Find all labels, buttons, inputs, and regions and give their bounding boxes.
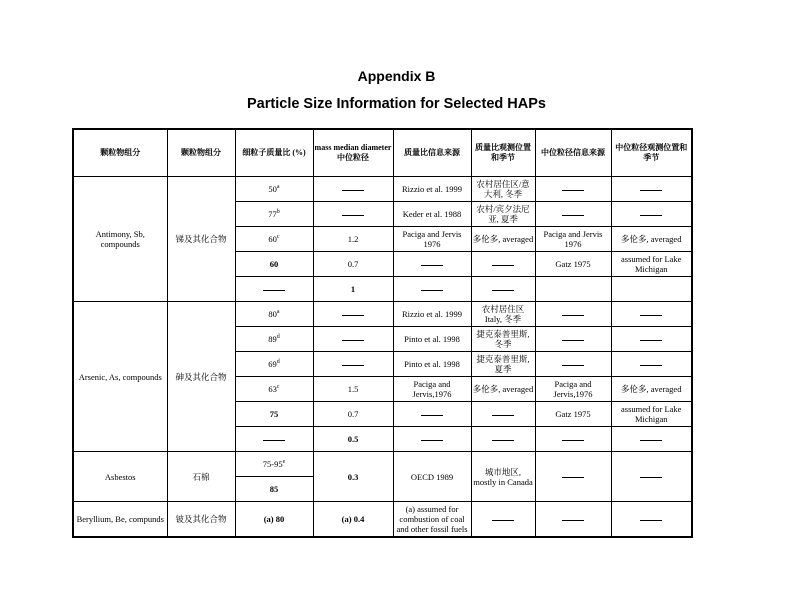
location-cell: 城市地区, mostly in Canada [471, 452, 535, 502]
dash-mark [421, 290, 443, 291]
dash-mark [342, 190, 364, 191]
dash-mark [492, 415, 514, 416]
mmd-location-cell [611, 352, 692, 377]
header-cell: 质量比信息来源 [393, 129, 471, 177]
source-cell: Keder et al. 1988 [393, 202, 471, 227]
dash-mark [342, 215, 364, 216]
source-cell: Rizzio et al. 1999 [393, 302, 471, 327]
dash-mark [562, 440, 584, 441]
source-cell: Pinto et al. 1998 [393, 352, 471, 377]
location-cell: 农村居住区/意大利, 冬季 [471, 177, 535, 202]
mmd-source-cell [535, 427, 611, 452]
mmd-source-cell: Gatz 1975 [535, 252, 611, 277]
source-cell: (a) assumed for combustion of coal and other fossil fuels [393, 502, 471, 538]
fine-fraction-cell: 69$^d$ [235, 352, 313, 377]
mmd-source-cell: Gatz 1975 [535, 402, 611, 427]
dash-mark [421, 265, 443, 266]
mmd-source-cell [535, 202, 611, 227]
dash-mark [263, 440, 285, 441]
header-cell: 颗粒物组分 [73, 129, 167, 177]
source-cell: OECD 1989 [393, 452, 471, 502]
mmd-location-cell: assumed for Lake Michigan [611, 402, 692, 427]
mmd-location-cell [611, 427, 692, 452]
mmd-cell: 1 [313, 277, 393, 302]
dash-mark [640, 215, 662, 216]
header-cell: mass median diameter 中位粒径 [313, 129, 393, 177]
location-cell: 农村/宾夕法尼亚, 夏季 [471, 202, 535, 227]
fine-fraction-cell: 75 [235, 402, 313, 427]
fine-fraction-cell: 80$^a$ [235, 302, 313, 327]
dash-mark [421, 415, 443, 416]
table-row [73, 177, 692, 202]
mmd-location-cell [611, 327, 692, 352]
location-cell [471, 277, 535, 302]
compound-name-en: Asbestos [73, 452, 167, 502]
mmd-cell: 1.2 [313, 227, 393, 252]
fine-fraction-cell: 85 [235, 477, 313, 502]
mmd-source-cell: Paciga and Jervis,1976 [535, 377, 611, 402]
dash-mark [342, 340, 364, 341]
dash-mark [562, 340, 584, 341]
location-cell: 捷克泰普里斯, 冬季 [471, 327, 535, 352]
compound-name-en: Beryllium, Be, compunds [73, 502, 167, 538]
dash-mark [492, 265, 514, 266]
mmd-source-cell [535, 502, 611, 538]
source-cell: Rizzio et al. 1999 [393, 177, 471, 202]
table-row [73, 302, 692, 327]
source-cell: Paciga and Jervis 1976 [393, 227, 471, 252]
location-cell [471, 402, 535, 427]
fine-fraction-cell: 50$^a$ [235, 177, 313, 202]
dash-mark [562, 477, 584, 478]
compound-name-zh: 砷及其化合物 [167, 302, 235, 452]
dash-mark [492, 520, 514, 521]
location-cell [471, 427, 535, 452]
source-cell [393, 402, 471, 427]
dash-mark [492, 440, 514, 441]
header-cell: 颗粒物组分 [167, 129, 235, 177]
source-cell [393, 427, 471, 452]
dash-mark [562, 315, 584, 316]
fine-fraction-cell: (a) 80 [235, 502, 313, 538]
header-cell: 细粒子质量比 (%) [235, 129, 313, 177]
mmd-source-cell: Paciga and Jervis 1976 [535, 227, 611, 252]
source-cell [393, 277, 471, 302]
dash-mark [640, 365, 662, 366]
mmd-cell [313, 302, 393, 327]
mmd-location-cell [611, 202, 692, 227]
dash-mark [640, 477, 662, 478]
mmd-location-cell [611, 277, 692, 302]
mmd-cell [313, 177, 393, 202]
fine-fraction-cell: 77$^b$ [235, 202, 313, 227]
header-row [73, 129, 692, 177]
mmd-cell: 0.7 [313, 402, 393, 427]
compound-name-zh: 锑及其化合物 [167, 177, 235, 302]
dash-mark [640, 190, 662, 191]
mmd-location-cell [611, 177, 692, 202]
table-row [73, 452, 692, 477]
dash-mark [562, 190, 584, 191]
mmd-location-cell: assumed for Lake Michigan [611, 252, 692, 277]
dash-mark [640, 315, 662, 316]
fine-fraction-cell: 60$^c$ [235, 227, 313, 252]
dash-mark [640, 520, 662, 521]
dash-mark [640, 440, 662, 441]
hap-particle-size-table [72, 128, 693, 538]
dash-mark [562, 365, 584, 366]
fine-fraction-cell: 89$^d$ [235, 327, 313, 352]
location-cell: 多伦多, averaged [471, 377, 535, 402]
mmd-cell: 0.3 [313, 452, 393, 502]
compound-name-en: Arsenic, As, compounds [73, 302, 167, 452]
mmd-cell: 0.7 [313, 252, 393, 277]
mmd-cell [313, 202, 393, 227]
dash-mark [263, 290, 285, 291]
header-cell: 质量比观测位置和季节 [471, 129, 535, 177]
source-cell: Pinto et al. 1998 [393, 327, 471, 352]
mmd-location-cell: 多伦多, averaged [611, 227, 692, 252]
mmd-source-cell [535, 452, 611, 502]
mmd-cell: 1.5 [313, 377, 393, 402]
fine-fraction-cell: 75-95e [235, 452, 313, 477]
mmd-source-cell [535, 277, 611, 302]
mmd-cell: (a) 0.4 [313, 502, 393, 538]
mmd-location-cell [611, 502, 692, 538]
dash-mark [640, 340, 662, 341]
compound-name-zh: 石棉 [167, 452, 235, 502]
dash-mark [562, 215, 584, 216]
dash-mark [342, 315, 364, 316]
fine-fraction-cell: 60 [235, 252, 313, 277]
mmd-source-cell [535, 177, 611, 202]
table-row [73, 502, 692, 538]
mmd-source-cell [535, 302, 611, 327]
mmd-source-cell [535, 327, 611, 352]
mmd-source-cell [535, 352, 611, 377]
fine-fraction-cell [235, 277, 313, 302]
header-cell: 中位粒径观测位置和季节 [611, 129, 692, 177]
mmd-location-cell: 多伦多, averaged [611, 377, 692, 402]
dash-mark [421, 440, 443, 441]
fine-fraction-cell: 63$^c$ [235, 377, 313, 402]
appendix-title: Appendix B [357, 68, 436, 84]
compound-name-zh: 铍及其化合物 [167, 502, 235, 538]
source-cell [393, 252, 471, 277]
mmd-cell [313, 352, 393, 377]
fine-fraction-cell [235, 427, 313, 452]
compound-name-en: Antimony, Sb, compounds [73, 177, 167, 302]
header-cell: 中位粒径信息来源 [535, 129, 611, 177]
location-cell: 捷克泰普里斯, 夏季 [471, 352, 535, 377]
location-cell: 多伦多, averaged [471, 227, 535, 252]
table-title: Particle Size Information for Selected HAPs [247, 96, 546, 112]
dash-mark [342, 365, 364, 366]
mmd-location-cell [611, 302, 692, 327]
location-cell [471, 252, 535, 277]
location-cell [471, 502, 535, 538]
dash-mark [492, 290, 514, 291]
location-cell: 农村居住区 Italy, 冬季 [471, 302, 535, 327]
dash-mark [562, 520, 584, 521]
mmd-cell [313, 327, 393, 352]
source-cell: Paciga and Jervis,1976 [393, 377, 471, 402]
mmd-location-cell [611, 452, 692, 502]
mmd-cell: 0.5 [313, 427, 393, 452]
